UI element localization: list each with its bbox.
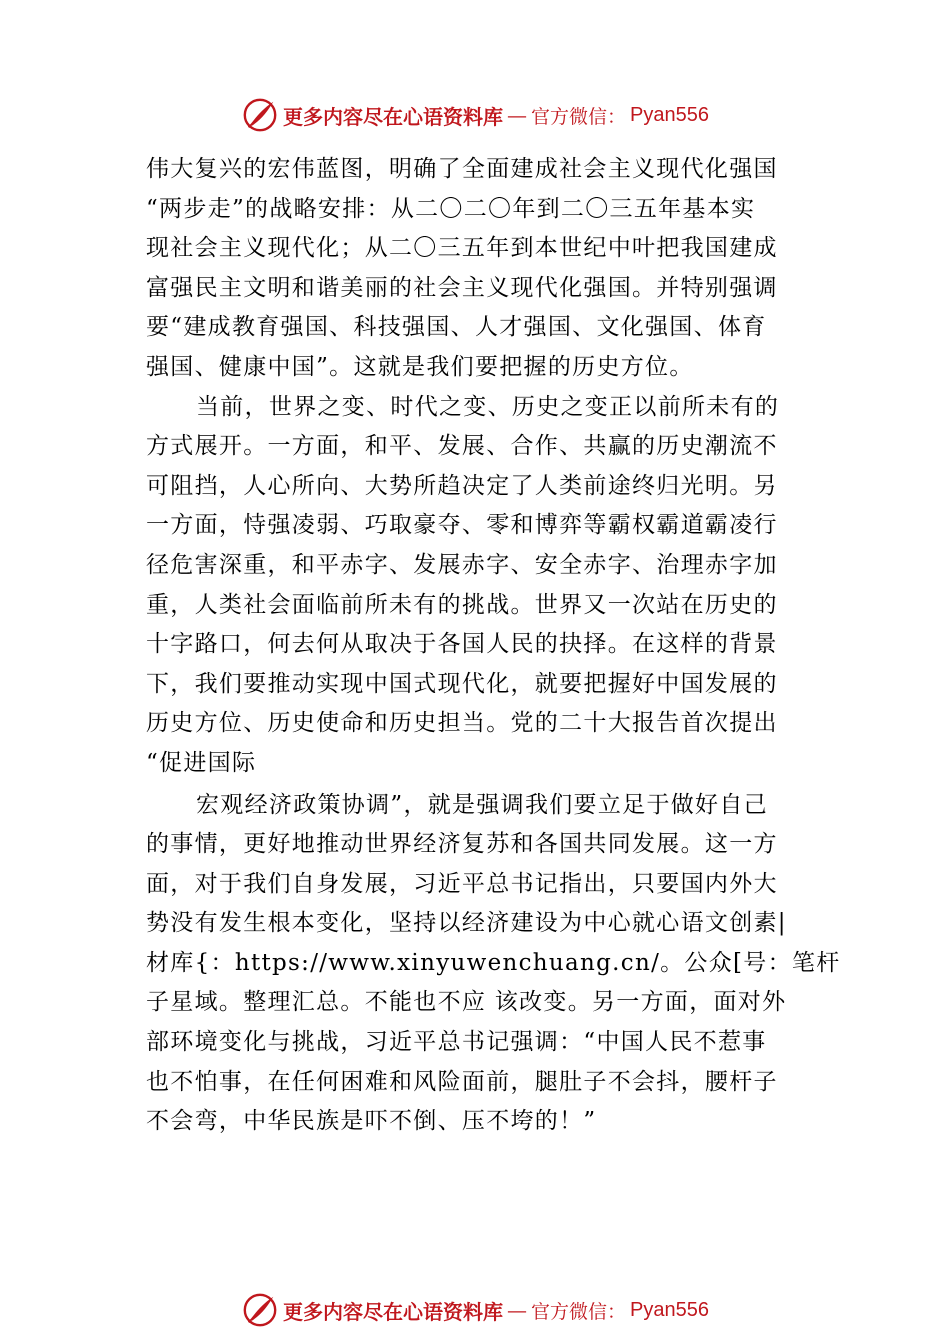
text-line: 部环境变化与挑战，习近平总书记强调：“中国人民不惹事 (146, 1029, 767, 1056)
text-line: 历史方位、历史使命和历史担当。党的二十大报告首次提出 (146, 710, 778, 737)
text-line: 重，人类社会面临前所未有的挑战。世界又一次站在历史的 (146, 591, 778, 618)
footer-banner (0, 1290, 950, 1330)
quill-pen-logo-icon (241, 96, 279, 134)
text-line: 子星域。整理汇总。不能也不应 该改变。另一方面，面对外 (146, 989, 787, 1016)
footer-title: 更多内容尽在心语资料库 (283, 1299, 503, 1324)
text-line: 面，对于我们自身发展，习近平总书记指出，只要国内外大 (146, 870, 778, 897)
text-line: 径危害深重，和平赤字、发展赤字、安全赤字、治理赤字加 (146, 551, 778, 578)
text-line: 一方面，恃强凌弱、巧取豪夺、零和博弈等霸权霸道霸凌行 (146, 512, 778, 539)
banner-title: 更多内容尽在心语资料库 (283, 104, 503, 129)
text-line: “促进国际 (146, 749, 257, 776)
paragraph-start-line: 宏观经济政策协调”，就是强调我们要立足于做好自己 (196, 791, 768, 818)
text-line: 伟大复兴的宏伟蓝图，明确了全面建成社会主义现代化强国 (146, 156, 778, 182)
footer-wechat-id: Pyan556 (630, 1298, 709, 1321)
quill-pen-logo-icon (241, 1291, 279, 1329)
banner-wechat-id: Pyan556 (630, 103, 709, 126)
text-line: “两步走”的战略安排：从二〇二〇年到二〇三五年基本实 (146, 195, 756, 222)
text-line: 下，我们要推动实现中国式现代化，就要把握好中国发展的 (146, 670, 778, 697)
footer-separator: — (507, 1298, 527, 1322)
banner-wechat-label: 官方微信： (531, 105, 627, 128)
text-line: 十字路口，何去何从取决于各国人民的抉择。在这样的背景 (146, 631, 778, 658)
text-line: 不会弯，中华民族是吓不倒、压不垮的！” (146, 1108, 597, 1135)
paragraph-start-line: 当前，世界之变、时代之变、历史之变正以前所未有的 (196, 393, 780, 420)
footer-wechat-label: 官方微信： (531, 1300, 627, 1323)
banner-separator: — (507, 103, 527, 127)
text-line: 富强民主文明和谐美丽的社会主义现代化强国。并特别强调 (146, 274, 778, 301)
header-banner (0, 95, 950, 135)
text-line: 要“建成教育强国、科技强国、人才强国、文化强国、体育 (146, 314, 767, 341)
document-body (146, 150, 841, 1142)
text-line: 势没有发生根本变化，坚持以经济建设为中心就心语文创素| (146, 910, 787, 937)
text-line: 强国、健康中国”。这就是我们要把握的历史方位。 (146, 353, 694, 380)
text-line: 材库{：https://www.xinyuwenchuang.cn/。公众[号：笔杆 (146, 949, 841, 976)
text-line: 可阻挡，人心所向、大势所趋决定了人类前途终归光明。另 (146, 472, 778, 499)
text-line: 方式展开。一方面，和平、发展、合作、共赢的历史潮流不 (146, 433, 778, 460)
text-line: 现社会主义现代化；从二〇三五年到本世纪中叶把我国建成 (146, 235, 778, 262)
text-line: 的事情，更好地推动世界经济复苏和各国共同发展。这一方 (146, 831, 778, 858)
text-line: 也不怕事，在任何困难和风险面前，腿肚子不会抖，腰杆子 (146, 1068, 778, 1095)
